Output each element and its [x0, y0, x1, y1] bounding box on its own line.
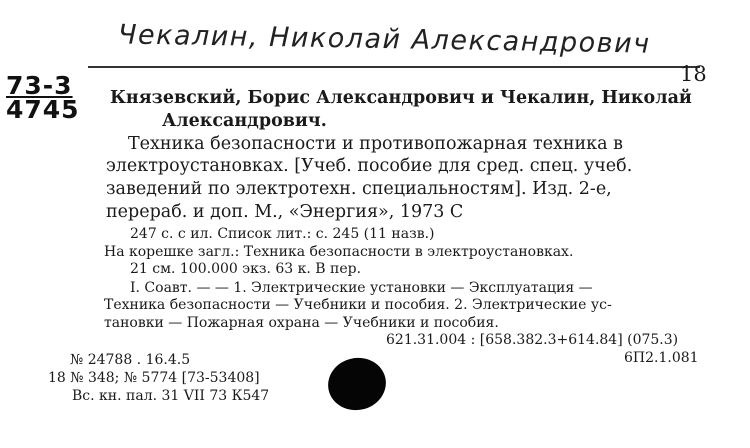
authors-heading: Князевский, Борис Александрович и Чекалин, Николай [110, 88, 692, 108]
shelf-code-line1: 73-3 [6, 71, 73, 100]
shelf-code-line2: 4745 [6, 95, 80, 124]
title-line-2: электроустановках. [Учеб. пособие для сред. спец. учеб. [106, 156, 633, 176]
handwritten-underline [88, 66, 700, 68]
ink-blot [323, 353, 391, 416]
title-line-4: перераб. и доп. М., «Энергия», 1973 С [106, 202, 464, 222]
handwritten-shelf-code [6, 71, 80, 124]
card-number: 18 [680, 62, 707, 86]
footer-line-2: 18 № 348; № 5774 [73-53408] [48, 370, 260, 386]
spine-title-line: На корешке загл.: Техника безопасности в электроустановках. [104, 244, 574, 260]
udc-classification: 621.31.004 : [658.382.3+614.84] (075.3) [386, 332, 679, 348]
footer-line-1: № 24788 . 16.4.5 [70, 352, 191, 368]
bbk-classification: 6П2.1.081 [624, 350, 699, 366]
subjects-line-3: тановки — Пожарная охрана — Учебники и пособия. [104, 315, 499, 331]
subjects-line-1: I. Соавт. — — 1. Электрические установки — Эксплуатация — [130, 280, 593, 296]
footer-line-3: Вс. кн. пал. 31 VII 73 К547 [72, 388, 270, 404]
size-price-line: 21 см. 100.000 экз. 63 к. В пер. [130, 261, 362, 277]
authors-heading-continuation: Александрович. [162, 111, 327, 131]
handwritten-name: Чекалин, Николай Александрович [117, 19, 651, 60]
title-line-3: заведений по электротехн. специальностям]. Изд. 2-е, [106, 179, 612, 199]
title-line-1: Техника безопасности и противопожарная техника в [128, 134, 623, 154]
subjects-line-2: Техника безопасности — Учебники и пособия. 2. Электрические ус- [104, 297, 612, 313]
collation-line: 247 с. с ил. Список лит.: с. 245 (11 назв.) [130, 226, 435, 242]
